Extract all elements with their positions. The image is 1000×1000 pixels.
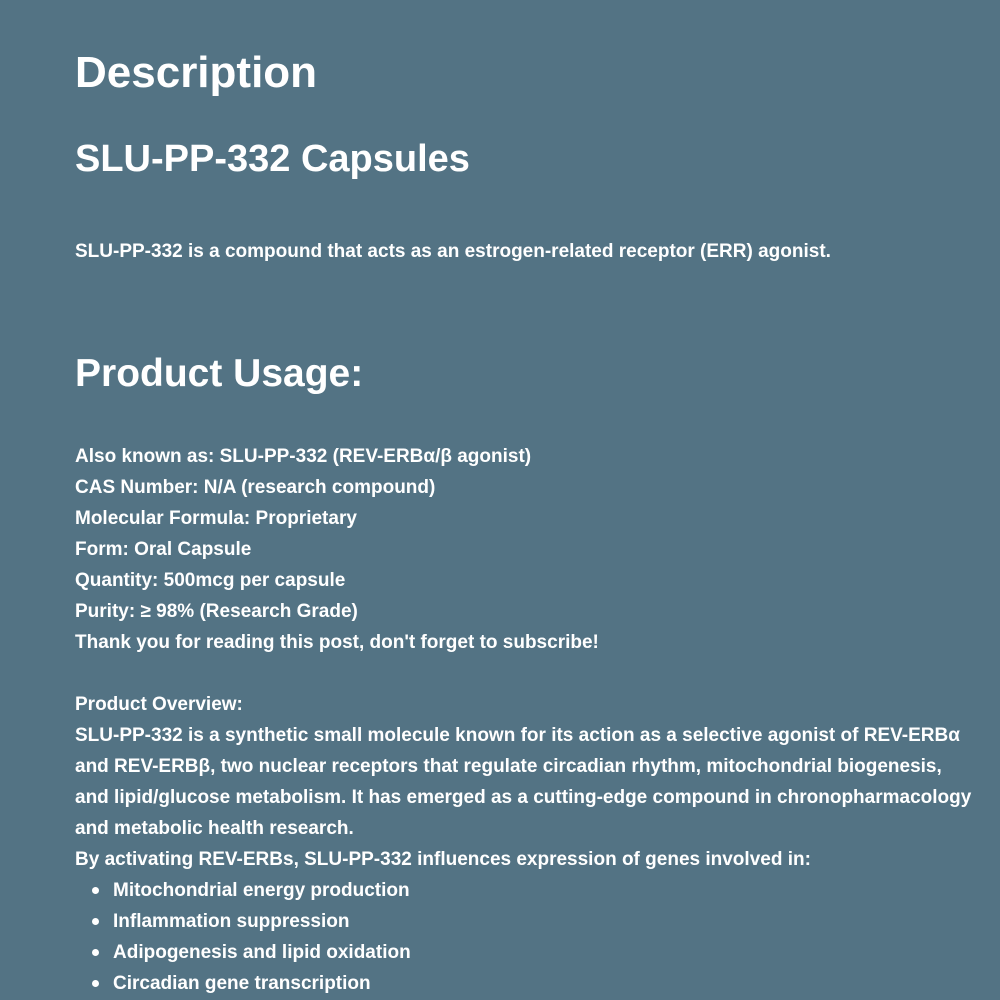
gene-item-label: Mitochondrial energy production <box>113 880 410 901</box>
product-title: SLU-PP-332 Capsules <box>75 138 470 180</box>
usage-body <box>75 441 975 999</box>
overview-paragraph: SLU-PP-332 is a synthetic small molecule known for its action as a selective agonist of REV-ERBα and REV-ERBβ, two nuclear receptors that regulate circadian rhythm, mitochondrial biogenesis, and lipid/glucose metabolism. It has emerged as a cutting-edge compound in chronopharmacology and metabolic health research. <box>75 725 972 839</box>
spec-cas-number: CAS Number: N/A (research compound) <box>75 477 436 498</box>
bullet-icon <box>92 949 99 956</box>
gene-item-label: Adipogenesis and lipid oxidation <box>113 942 411 963</box>
list-item <box>113 968 975 999</box>
bullet-icon <box>92 980 99 987</box>
overview-title: Product Overview: <box>75 694 243 715</box>
subscribe-note: Thank you for reading this post, don't forget to subscribe! <box>75 632 599 653</box>
spec-quantity: Quantity: 500mcg per capsule <box>75 570 346 591</box>
list-item <box>113 937 975 968</box>
spec-molecular-formula: Molecular Formula: Proprietary <box>75 508 357 529</box>
bullet-icon <box>92 887 99 894</box>
gene-item-label: Circadian gene transcription <box>113 973 371 994</box>
usage-heading: Product Usage: <box>75 352 364 395</box>
spacer <box>75 658 975 689</box>
bullet-icon <box>92 918 99 925</box>
spec-form: Form: Oral Capsule <box>75 539 252 560</box>
list-item <box>113 875 975 906</box>
genes-list <box>75 875 975 999</box>
gene-item-label: Inflammation suppression <box>113 911 350 932</box>
spec-purity: Purity: ≥ 98% (Research Grade) <box>75 601 358 622</box>
list-item <box>113 906 975 937</box>
intro-text: SLU-PP-332 is a compound that acts as an estrogen-related receptor (ERR) agonist. <box>75 241 831 262</box>
genes-intro: By activating REV-ERBs, SLU-PP-332 influences expression of genes involved in: <box>75 849 811 870</box>
description-heading: Description <box>75 48 318 97</box>
spec-also-known-as: Also known as: SLU-PP-332 (REV-ERBα/β agonist) <box>75 446 532 467</box>
